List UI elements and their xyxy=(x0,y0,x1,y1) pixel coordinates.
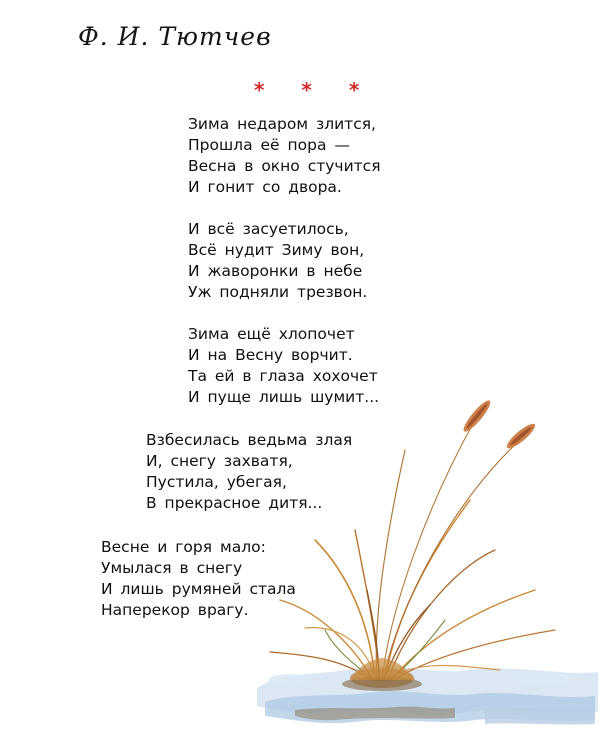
poem-line: Наперекор врагу. xyxy=(101,601,249,619)
author-name: Ф. И. Тютчев xyxy=(78,22,272,51)
poem-line: И пуще лишь шумит... xyxy=(188,388,380,406)
stanza-separator: * * * xyxy=(254,78,375,102)
poem-line: И, снегу захватя, xyxy=(146,452,293,470)
poem-line: И на Весну ворчит. xyxy=(188,346,353,364)
poem-line: Зима ещё хлопочет xyxy=(188,325,355,343)
snow-patches xyxy=(257,666,598,725)
grass-blades xyxy=(270,420,555,680)
poem-line: Весне и горя мало: xyxy=(101,538,266,556)
poem-line: И всё засуетилось, xyxy=(188,220,349,238)
grass-illustration xyxy=(255,380,600,750)
poem-line: Взбесилась ведьма злая xyxy=(146,431,353,449)
poem-line: Та ей в глаза хохочет xyxy=(188,367,378,385)
poem-line: Всё нудит Зиму вон, xyxy=(188,241,365,259)
grass-seed-heads xyxy=(460,397,538,451)
poem-line: В прекрасное дитя... xyxy=(146,494,323,512)
poem-line: И жаворонки в небе xyxy=(188,262,363,280)
stanza-2 xyxy=(188,219,367,303)
poem-line: Пустила, убегая, xyxy=(146,473,287,491)
poem-line: Весна в окно стучится xyxy=(188,157,381,175)
stanza-1 xyxy=(188,114,381,198)
poem-line: Зима недаром злится, xyxy=(188,115,376,133)
poem-line: И гонит со двора. xyxy=(188,178,342,196)
grass-tuft xyxy=(342,658,422,691)
poem-line: Умылася в снегу xyxy=(101,559,243,577)
poem-line: И лишь румяней стала xyxy=(101,580,296,598)
poem-line: Прошла её пора — xyxy=(188,136,350,154)
poem-line: Уж подняли трезвон. xyxy=(188,283,368,301)
